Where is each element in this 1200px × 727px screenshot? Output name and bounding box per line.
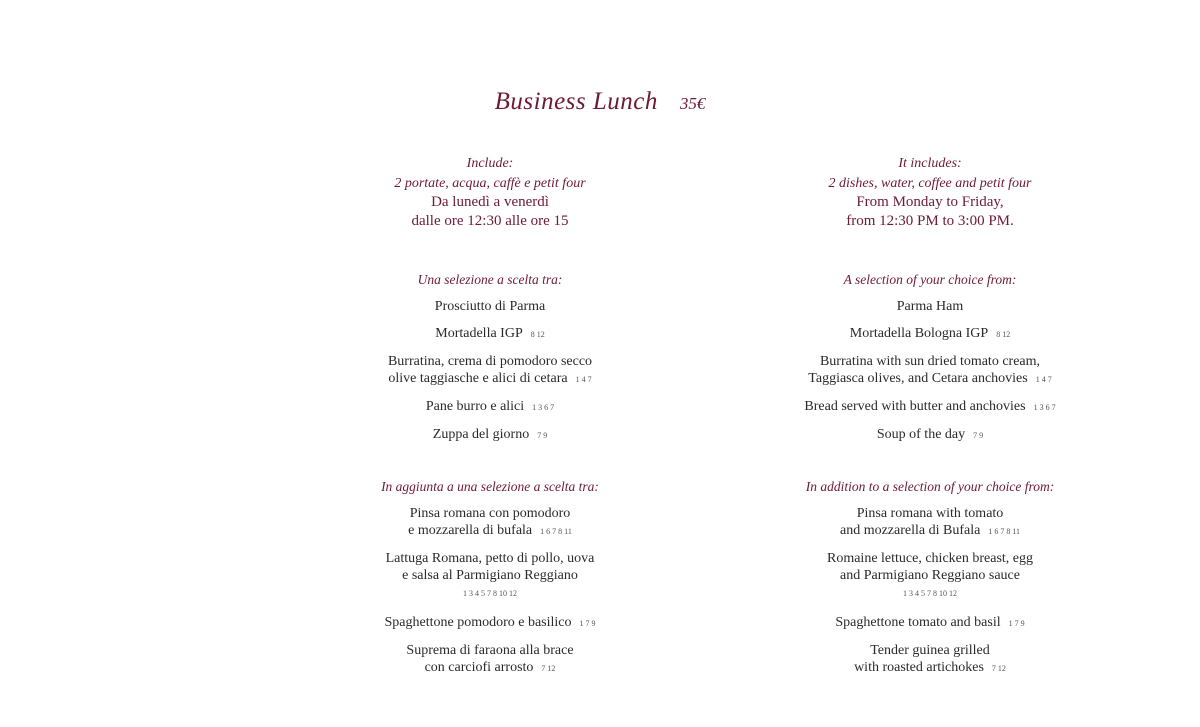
allergen-codes: 1 3 4 5 7 8 10 12 — [463, 589, 517, 598]
menu-item-line: and mozzarella di Bufala 1 6 7 8 11 — [839, 523, 1021, 538]
menu-item-line: Mortadella IGP 8 12 — [435, 326, 545, 341]
availability-days: From Monday to Friday, — [856, 194, 1004, 210]
spacer — [270, 315, 710, 325]
menu-item-line: Burratina with sun dried tomato cream, — [819, 354, 1041, 369]
spacer — [710, 343, 1150, 353]
menu-item-line: Zuppa del giorno 7 9 — [432, 427, 548, 442]
spacer — [710, 632, 1150, 642]
spacer — [710, 416, 1150, 426]
availability-hours: dalle ore 12:30 alle ore 15 — [411, 213, 569, 229]
allergen-codes: 7 12 — [541, 664, 556, 673]
spacer — [710, 604, 1150, 614]
menu-item-line: Romaine lettuce, chicken breast, egg — [826, 551, 1034, 566]
allergen-codes: 8 12 — [530, 330, 545, 339]
menu-item-line: Lattuga Romana, petto di pollo, uova — [385, 551, 595, 566]
allergen-codes: 1 3 6 7 — [1033, 403, 1056, 412]
spacer — [710, 496, 1150, 505]
spacer — [270, 343, 710, 353]
menu-item-line: Tender guinea grilled — [870, 643, 990, 658]
spacer — [270, 231, 710, 271]
menu-item — [270, 550, 710, 604]
menu-item — [710, 398, 1150, 416]
menu-item-line: Bread served with butter and anchovies 1 3 6 7 — [804, 399, 1056, 414]
menu-item-line: Spaghettone tomato and basil 1 7 9 — [835, 615, 1025, 630]
menu-item — [710, 426, 1150, 444]
section-heading: In addition to a selection of your choice from: — [805, 479, 1055, 494]
allergen-codes: 8 12 — [996, 330, 1011, 339]
spacer — [270, 289, 710, 298]
menu-item-line: Pane burro e alici 1 3 6 7 — [425, 399, 555, 414]
include-heading: Include: — [466, 156, 514, 171]
menu-item-line: Mortadella Bologna IGP 8 12 — [849, 326, 1011, 341]
menu-item-line: Taggiasca olives, and Cetara anchovies 1 4 7 — [808, 371, 1052, 386]
include-summary: 2 portate, acqua, caffè e petit four — [394, 175, 586, 191]
spacer — [270, 388, 710, 398]
spacer — [270, 416, 710, 426]
availability-days: Da lunedì a venerdì — [431, 194, 549, 210]
spacer — [710, 231, 1150, 271]
menu-item — [270, 353, 710, 388]
allergen-codes: 1 6 7 8 11 — [540, 527, 572, 536]
allergen-codes: 1 7 9 — [579, 619, 596, 628]
menu-item-line: with roasted artichokes 7 12 — [854, 660, 1006, 675]
allergen-codes: 7 9 — [973, 431, 984, 440]
menu-item-line: con carciofi arrosto 7 12 — [424, 660, 556, 675]
allergen-codes: 1 4 7 — [575, 375, 592, 384]
menu-item — [710, 642, 1150, 677]
menu-header — [0, 88, 1200, 116]
menu-item-line: Suprema di faraona alla brace — [406, 643, 574, 658]
include-heading: It includes: — [898, 156, 962, 171]
menu-item-line: olive taggiasche e alici di cetara 1 4 7 — [388, 371, 592, 386]
include-summary: 2 dishes, water, coffee and petit four — [828, 175, 1032, 191]
menu-item — [710, 550, 1150, 604]
menu-item — [710, 614, 1150, 632]
spacer — [270, 540, 710, 550]
menu-item-line: Pinsa romana with tomato — [856, 506, 1004, 521]
menu-item — [270, 614, 710, 632]
section-heading: In aggiunta a una selezione a scelta tra: — [381, 479, 599, 494]
menu-item — [270, 298, 710, 315]
allergen-codes: 1 7 9 — [1008, 619, 1025, 628]
italian-column — [270, 154, 710, 677]
spacer — [270, 632, 710, 642]
menu-item — [270, 426, 710, 444]
menu-item — [270, 325, 710, 343]
menu-item-line: e salsa al Parmigiano Reggiano — [402, 568, 578, 583]
spacer — [710, 540, 1150, 550]
menu-item-line: Soup of the day 7 9 — [876, 427, 984, 442]
menu-item-line: Parma Ham — [896, 299, 964, 314]
spacer — [710, 444, 1150, 478]
menu-item — [710, 298, 1150, 315]
spacer — [710, 388, 1150, 398]
spacer — [270, 496, 710, 505]
menu-item — [270, 505, 710, 540]
menu-item-line: Prosciutto di Parma — [434, 299, 546, 314]
spacer — [710, 315, 1150, 325]
menu-item-line: e mozzarella di bufala 1 6 7 8 11 — [408, 523, 572, 538]
allergen-codes: 1 6 7 8 11 — [988, 527, 1021, 536]
allergen-codes: 7 12 — [991, 664, 1006, 673]
menu-item — [270, 642, 710, 677]
spacer — [710, 289, 1150, 298]
menu-item — [710, 353, 1150, 388]
menu-title: Business Lunch — [494, 88, 658, 115]
allergen-codes: 1 4 7 — [1035, 375, 1052, 384]
menu-item-line: and Parmigiano Reggiano sauce — [839, 568, 1020, 583]
menu-item — [710, 505, 1150, 540]
menu-item — [710, 325, 1150, 343]
spacer — [270, 444, 710, 478]
menu-item — [270, 398, 710, 416]
section-heading: A selection of your choice from: — [843, 272, 1017, 287]
allergen-codes: 1 3 6 7 — [532, 403, 555, 412]
spacer — [270, 604, 710, 614]
section-heading: Una selezione a scelta tra: — [417, 272, 563, 287]
menu-price: 35€ — [679, 94, 706, 113]
allergen-codes: 7 9 — [537, 431, 548, 440]
availability-hours: from 12:30 PM to 3:00 PM. — [846, 213, 1014, 229]
allergen-codes: 1 3 4 5 7 8 10 12 — [903, 589, 957, 598]
menu-item-line: Spaghettone pomodoro e basilico 1 7 9 — [384, 615, 596, 630]
menu-item-line: Pinsa romana con pomodoro — [409, 506, 571, 521]
english-column — [710, 154, 1150, 677]
menu-item-line: Burratina, crema di pomodoro secco — [387, 354, 593, 369]
